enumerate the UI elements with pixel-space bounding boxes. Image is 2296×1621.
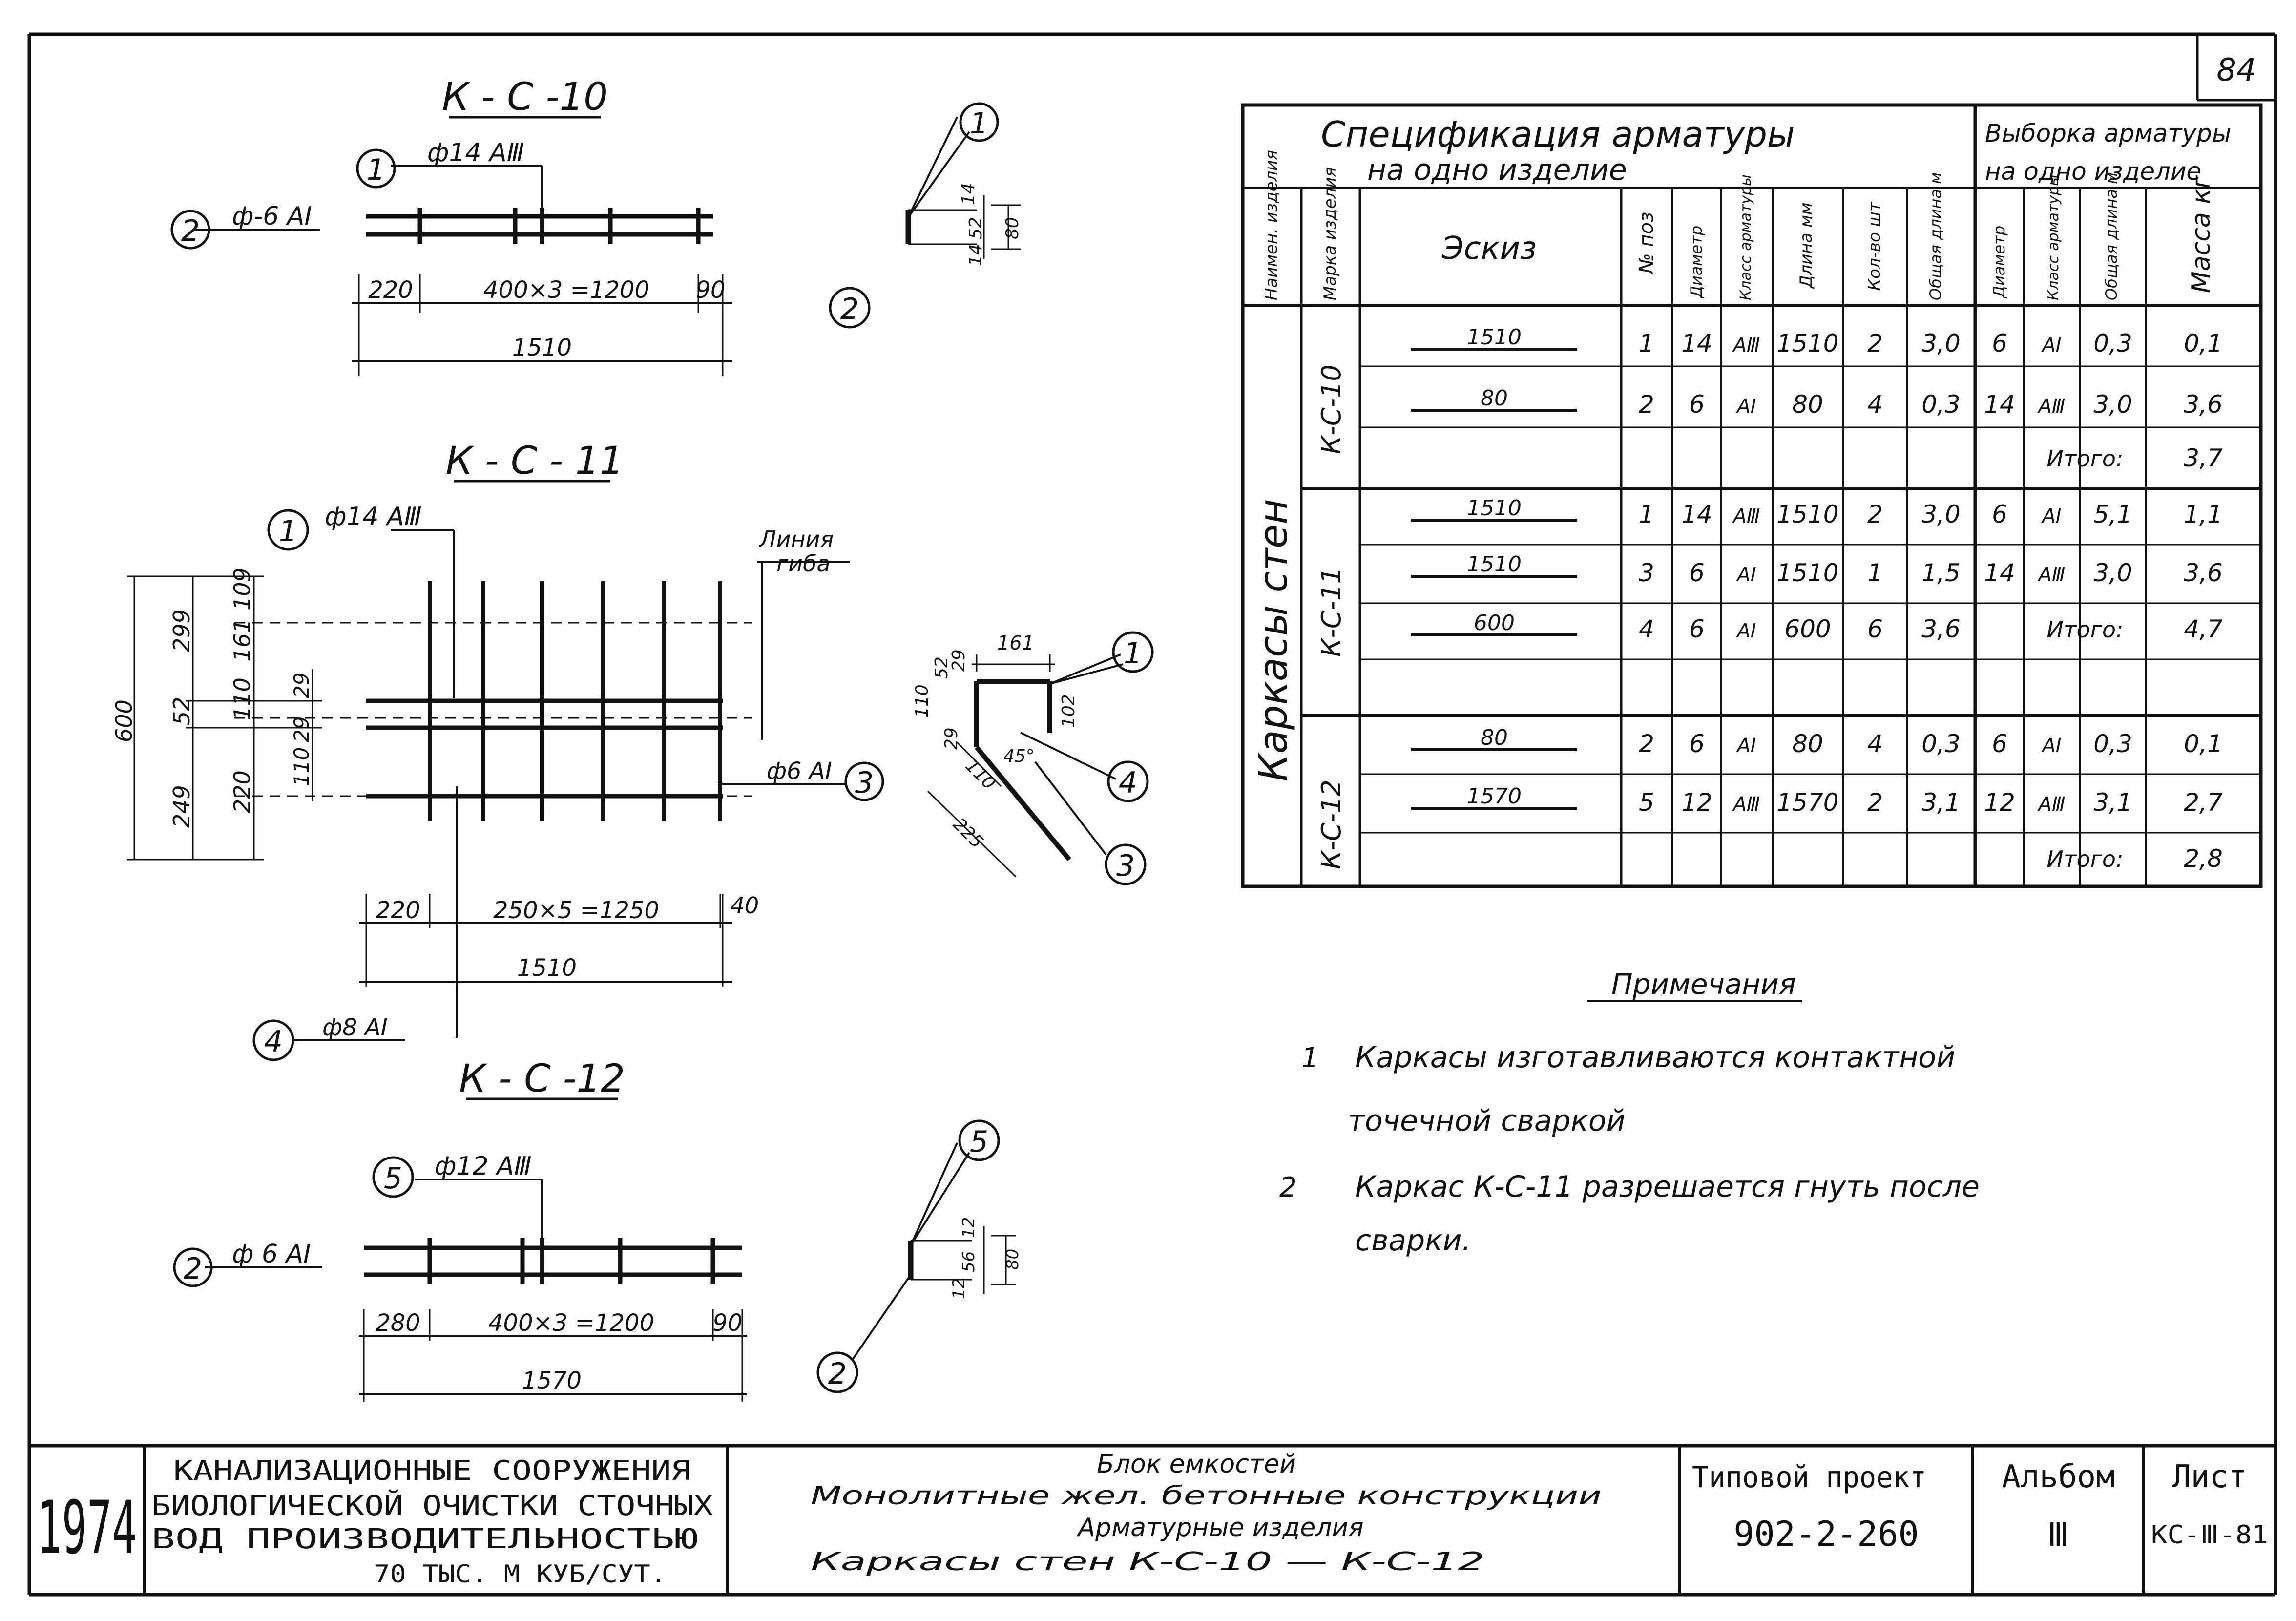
ks11-sec-dim-29a: 29	[949, 649, 969, 672]
hdr-name: Наимен. изделия	[1262, 150, 1281, 300]
ks11-sec-dim-52: 52	[932, 656, 952, 679]
hdr-pos: № поз	[1635, 211, 1658, 274]
ks12-sec-dim-height: 80	[1003, 1248, 1023, 1270]
spec-sketch-length: 1570	[1467, 784, 1522, 809]
spec-sketch-length: 1510	[1467, 325, 1522, 350]
spec-cell-qty: 6	[1867, 615, 1883, 643]
note-2-num: 2	[1279, 1172, 1297, 1203]
spec-cell-sd: 6	[1992, 329, 2007, 358]
spec-cell-pos: 4	[1639, 615, 1654, 643]
spec-cell-pos: 5	[1639, 788, 1654, 817]
ks11-callout-1: 1	[278, 514, 298, 548]
spec-cell-len: 1510	[1776, 559, 1839, 587]
spec-cell-mass: 0,1	[2184, 730, 2223, 758]
sel-title-line1: Выборка арматуры	[1985, 119, 2232, 147]
spec-title-line1: Спецификация арматуры	[1321, 114, 1795, 155]
ks12-callout-2: 2	[183, 1252, 203, 1286]
spec-cell-sd: 12	[1984, 788, 2015, 817]
ks10-callout-1: 1	[366, 153, 386, 187]
ks11-sec-dim-29b: 29	[941, 727, 961, 750]
spec-cell-qty: 4	[1867, 390, 1883, 419]
ks12-dim-mid: 400×3 =1200	[488, 1309, 655, 1337]
spec-cell-total: 1,5	[1921, 559, 1961, 587]
spec-cell-st: 0,3	[2093, 730, 2132, 758]
spec-cell-qty: 2	[1867, 500, 1883, 528]
spec-cell-len: 80	[1792, 730, 1823, 758]
ks11-dim-249: 249	[168, 785, 195, 828]
spec-cell-mass: 2,8	[2184, 844, 2223, 873]
ks12-dim-left: 280	[376, 1309, 420, 1337]
spec-cell-pos: 1	[1639, 500, 1654, 528]
project-number: 902-2-260	[1733, 1514, 1919, 1554]
ks11-sec-callout-3: 3	[1116, 849, 1135, 883]
ks10-dim-left: 220	[368, 276, 413, 304]
ks11-sec-dim-110b: 110	[961, 756, 1000, 794]
spec-cell-sd: 6	[1992, 500, 2007, 528]
ks10-sec-callout-2: 2	[840, 292, 859, 326]
spec-cell-sc: АⅢ	[2038, 395, 2066, 418]
spec-cell-qty: 1	[1867, 559, 1883, 587]
hdr-len: Длина мм	[1796, 202, 1816, 288]
ks11-bar1-label: ф14 АⅢ	[325, 502, 422, 531]
spec-cell-mass: 3,6	[2184, 559, 2223, 587]
ks11-dim-total: 1510	[517, 954, 577, 982]
spec-sketch-length: 600	[1474, 611, 1515, 635]
spec-cell-cls: АⅠ	[1737, 395, 1756, 418]
ks10-sec-callout-1: 1	[969, 106, 989, 141]
hdr-sel-cls: Класс арматуры	[2045, 174, 2062, 300]
ks11-sec-angle: 45°	[1003, 746, 1035, 766]
ks11-dim-110b: 110	[290, 747, 313, 786]
ks11-sec-callout-4: 4	[1118, 766, 1138, 800]
spec-cell-sd: 14	[1984, 559, 2015, 587]
ks11-dim-right: 40	[730, 892, 759, 919]
hdr-sketch: Эскиз	[1441, 231, 1537, 267]
mark-ks11: К-С-11	[1316, 567, 1347, 657]
spec-cell-sd: 6	[1992, 730, 2007, 758]
spec-cell-qty: 2	[1867, 329, 1883, 358]
spec-cell-sc: АⅠ	[2042, 735, 2062, 757]
org-line3: ВОД ПРОИЗВОДИТЕЛЬНОСТЬЮ	[151, 1523, 698, 1555]
ks11-bend-line-2: гиба	[776, 550, 831, 577]
org-line1: КАНАЛИЗАЦИОННЫЕ СООРУЖЕНИЯ	[173, 1455, 691, 1487]
group-name: Каркасы стен	[1251, 499, 1296, 781]
ks12-sec-callout-5: 5	[969, 1125, 989, 1159]
ks10-sec-dim-bot: 14	[966, 244, 986, 266]
spec-cell-sc: АⅢ	[2038, 793, 2066, 816]
spec-cell-cls: АⅠ	[1737, 620, 1756, 642]
ks12-callout-5: 5	[383, 1161, 403, 1196]
project-label: Типовой проект	[1692, 1460, 1926, 1495]
spec-cell-mass: 3,6	[2184, 390, 2223, 419]
sheet-number: 84	[2216, 52, 2256, 88]
ks11-sec-dim-225: 225	[949, 814, 987, 852]
spec-sketch-length: 1510	[1467, 552, 1522, 577]
desc-line2: Монолитные жел. бетонные конструкции	[811, 1481, 1602, 1511]
ks11-dim-110: 110	[229, 677, 255, 720]
ks12-sec-dim-bot: 12	[949, 1278, 969, 1299]
sheet-label: Лист	[2171, 1459, 2248, 1495]
spec-cell-mass: 2,7	[2184, 788, 2223, 817]
ks12-bar2-label: ф 6 АⅠ	[232, 1240, 311, 1269]
ks11-dim-mid: 250×5 =1250	[493, 897, 660, 924]
ks11-title: К - С - 11	[445, 439, 624, 483]
ks11-bar4-label: ф8 АⅠ	[322, 1014, 388, 1041]
ks11-dim-161: 161	[229, 619, 255, 662]
mark-ks10: К-С-10	[1316, 364, 1347, 454]
spec-cell-diam: 6	[1689, 390, 1705, 419]
spec-cell-total: 3,6	[1921, 615, 1961, 643]
spec-itogo-label: Итого:	[2046, 616, 2124, 643]
spec-cell-diam: 6	[1689, 559, 1705, 587]
spec-cell-pos: 3	[1639, 559, 1654, 587]
spec-cell-diam: 6	[1689, 730, 1705, 758]
ks11-callout-3: 3	[855, 766, 874, 800]
spec-cell-total: 0,3	[1921, 730, 1961, 758]
note-2-line1: Каркас К-С-11 разрешается гнуть после	[1355, 1170, 1980, 1204]
org-line4: 70 ТЫС. М КУБ/СУТ.	[374, 1560, 667, 1588]
spec-cell-st: 3,1	[2093, 788, 2132, 817]
spec-title-line2: на одно изделие	[1367, 153, 1627, 187]
spec-cell-total: 3,1	[1921, 788, 1961, 817]
ks10-bar1-label: ф14 АⅢ	[427, 138, 524, 168]
ks11-dim-29b: 29	[290, 716, 313, 742]
spec-cell-total: 0,3	[1921, 390, 1961, 419]
spec-cell-len: 600	[1784, 615, 1831, 643]
spec-cell-diam: 12	[1681, 788, 1712, 817]
ks11-dim-600: 600	[111, 699, 137, 742]
spec-cell-qty: 4	[1867, 730, 1883, 758]
spec-sketch-length: 80	[1481, 725, 1508, 750]
hdr-mass: Масса кг	[2187, 175, 2216, 293]
ks12-dim-total: 1570	[522, 1367, 582, 1394]
spec-cell-sc: АⅠ	[2042, 334, 2062, 357]
org-line2: БИОЛОГИЧЕСКОЙ ОЧИСТКИ СТОЧНЫХ	[151, 1490, 629, 1522]
spec-cell-pos: 1	[1639, 329, 1654, 358]
spec-cell-cls: АⅢ	[1733, 793, 1760, 816]
spec-cell-cls: АⅢ	[1733, 505, 1760, 527]
spec-cell-len: 1510	[1776, 329, 1839, 358]
spec-cell-sd: 14	[1984, 390, 2015, 419]
ks12-sec-dim-mid: 56	[959, 1251, 979, 1272]
hdr-mark: Марка изделия	[1320, 167, 1340, 300]
ks12-dim-right: 90	[712, 1309, 743, 1337]
spec-cell-mass: 4,7	[2184, 615, 2223, 643]
spec-sketch-length: 80	[1481, 386, 1508, 411]
ks11-sec-dim-102: 102	[1059, 694, 1079, 728]
ks10-dim-total: 1510	[512, 334, 572, 361]
mark-ks12: К-С-12	[1316, 779, 1347, 869]
spec-cell-diam: 14	[1681, 329, 1712, 358]
hdr-sel-total: Общая длина м	[2102, 172, 2121, 300]
hdr-cls: Класс арматуры	[1737, 174, 1754, 300]
ks11-dim-29a: 29	[290, 672, 313, 698]
spec-cell-cls: АⅢ	[1733, 334, 1760, 357]
spec-cell-cls: АⅠ	[1737, 735, 1756, 757]
album-number: Ⅲ	[2047, 1516, 2069, 1554]
ks11-dim-109: 109	[229, 568, 255, 611]
ks11-bend-line-1: Линия	[759, 526, 834, 552]
sel-title-line2: на одно изделие	[1985, 157, 2202, 186]
ks10-callout-2: 2	[181, 214, 200, 248]
spec-cell-pos: 2	[1639, 390, 1654, 419]
ks11-dim-299: 299	[168, 609, 195, 652]
spec-cell-total: 3,0	[1921, 329, 1961, 358]
hdr-diam: Диаметр	[1687, 225, 1706, 298]
spec-cell-st: 3,0	[2093, 559, 2132, 587]
ks11-dim-left: 220	[376, 897, 420, 924]
notes-title: Примечания	[1611, 968, 1796, 1001]
hdr-qty: Кол-во шт	[1865, 202, 1884, 291]
note-1-line2: точечной сваркой	[1348, 1104, 1626, 1138]
spec-cell-sc: АⅠ	[2042, 505, 2062, 527]
title-year: 1974	[37, 1486, 137, 1571]
ks10-sec-dim-height: 80	[1002, 217, 1023, 239]
ks10-dim-mid: 400×3 =1200	[483, 276, 650, 304]
spec-sketch-length: 1510	[1467, 496, 1522, 521]
note-2-line2: сварки.	[1355, 1223, 1471, 1258]
sheet-code: КС-Ⅲ-81	[2151, 1520, 2268, 1550]
spec-cell-st: 5,1	[2093, 500, 2132, 528]
ks10-dim-right: 90	[695, 276, 726, 304]
ks12-bar5-label: ф12 АⅢ	[435, 1152, 532, 1181]
hdr-sel-diam: Диаметр	[1990, 225, 2008, 298]
spec-itogo-label: Итого:	[2046, 846, 2124, 872]
spec-cell-qty: 2	[1867, 788, 1883, 817]
spec-cell-sc: АⅢ	[2038, 564, 2066, 586]
spec-cell-diam: 6	[1689, 615, 1705, 643]
note-1-num: 1	[1301, 1042, 1319, 1074]
ks11-sec-callout-1: 1	[1123, 636, 1143, 671]
desc-line3: Арматурные изделия	[1078, 1513, 1364, 1542]
ks11-dim-52: 52	[168, 696, 195, 725]
spec-cell-st: 0,3	[2093, 329, 2132, 358]
ks11-callout-4: 4	[264, 1025, 283, 1059]
ks12-sec-dim-top: 12	[959, 1217, 979, 1238]
spec-cell-pos: 2	[1639, 730, 1654, 758]
ks11-sec-dim-110: 110	[912, 684, 932, 718]
desc-line1: Блок емкостей	[1097, 1450, 1296, 1479]
spec-cell-len: 1570	[1776, 788, 1839, 817]
spec-cell-len: 80	[1792, 390, 1823, 419]
ks10-sec-dim-top: 14	[959, 183, 979, 205]
hdr-total: Общая длина м	[1926, 172, 1945, 300]
album-label: Альбом	[2002, 1459, 2115, 1495]
spec-cell-mass: 3,7	[2184, 444, 2223, 472]
spec-cell-total: 3,0	[1921, 500, 1961, 528]
spec-cell-cls: АⅠ	[1737, 564, 1756, 586]
spec-cell-mass: 1,1	[2184, 500, 2223, 528]
ks10-sec-dim-mid: 52	[966, 217, 986, 239]
ks11-bar3-label: ф6 АⅠ	[767, 758, 832, 785]
spec-cell-mass: 0,1	[2184, 329, 2223, 358]
ks10-title: К - С -10	[442, 75, 608, 119]
note-1-line1: Каркасы изготавливаются контактной	[1355, 1040, 1956, 1074]
ks11-dim-220v: 220	[229, 770, 255, 813]
spec-itogo-label: Итого:	[2046, 445, 2124, 472]
spec-cell-st: 3,0	[2093, 390, 2132, 419]
ks11-sec-dim-161: 161	[997, 632, 1035, 654]
spec-cell-diam: 14	[1681, 500, 1712, 528]
desc-line4: Каркасы стен К-С-10 — К-С-12	[811, 1547, 1484, 1577]
ks12-title: К - С -12	[459, 1057, 625, 1101]
ks10-bar2-label: ф-6 АⅠ	[232, 202, 312, 231]
ks12-sec-callout-2: 2	[828, 1357, 847, 1391]
spec-cell-len: 1510	[1776, 500, 1839, 528]
